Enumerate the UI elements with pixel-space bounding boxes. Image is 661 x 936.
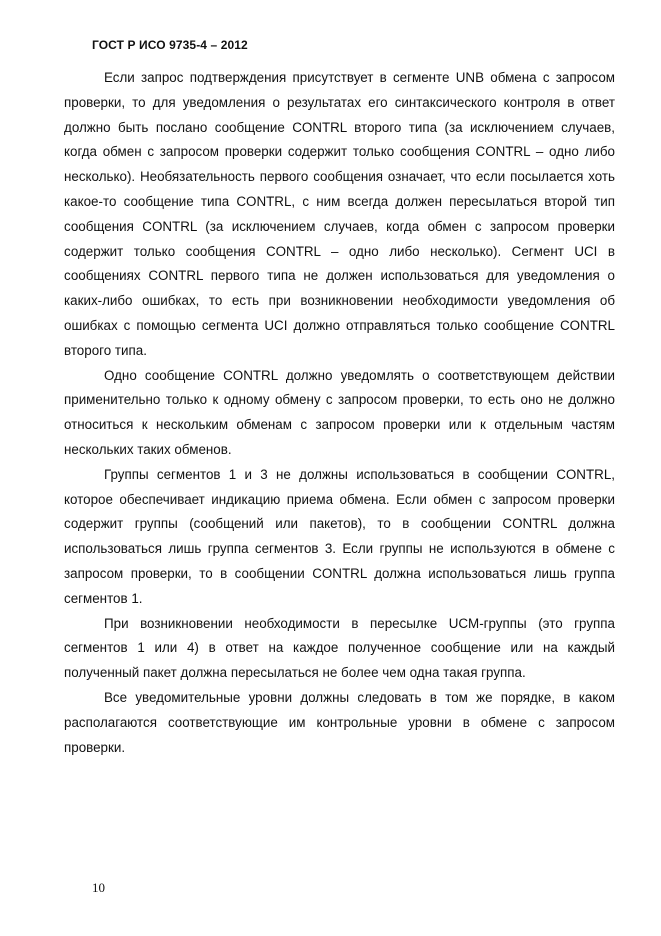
paragraph-single-interchange: Одно сообщение CONTRL должно уведомлять о соответствующем действии применительно только к одному обмену с запросом проверки, то есть оно не должно относиться к нескольким обменам с запросом проверки или к отдельным частям нескольких таких обменов. <box>64 367 615 457</box>
page-header: ГОСТ Р ИСО 9735-4 – 2012 <box>92 38 248 52</box>
page-number: 10 <box>92 880 105 895</box>
paragraph-ucm-group: При возникновении необходимости в пересылке UCM-группы (это группа сегментов 1 или 4) в ответ на каждое полученное сообщение или на каждый полученный пакет должна пересылаться не более чем одна такая группа. <box>64 615 615 681</box>
body-text <box>64 66 615 760</box>
paragraph-contrl-ack-request: Если запрос подтверждения присутствует в сегменте UNB обмена с запросом проверки, то для уведомления о результатах его синтаксического контроля в ответ должно быть послано сообщение CONTRL второго типа (за исключением случаев, когда обмен с запросом проверки содержит только сообщения CONTRL – одно либо несколько). Необязательность первого сообщения означает, что если посылается хоть какое-то сообщение типа CONTRL, с ним всегда должен пересылаться второй тип сообщения CONTRL (за исключением случаев, когда обмен с запросом проверки содержит только сообщения CONTRL – одно либо несколько). Сегмент UCI в сообщениях CONTRL первого типа не должен использоваться для уведомления о каких-либо ошибках, то есть при возникновении необходимости уведомления об ошибках с помощью сегмента UCI должно отправляться только сообщение CONTRL второго типа. <box>64 70 615 358</box>
paragraph-report-levels-order: Все уведомительные уровни должны следовать в том же порядке, в каком располагаются соответствующие им контрольные уровни в обмене с запросом проверки. <box>64 689 615 755</box>
paragraph-segment-groups: Группы сегментов 1 и 3 не должны использоваться в сообщении CONTRL, которое обеспечивает индикацию приема обмена. Если обмен с запросом проверки содержит группы (сообщений или пакетов), то в сообщении CONTRL должна использоваться лишь группа сегментов 3. Если группы не используются в обмене с запросом проверки, то в сообщении CONTRL должна использоваться лишь группа сегментов 1. <box>64 466 615 606</box>
